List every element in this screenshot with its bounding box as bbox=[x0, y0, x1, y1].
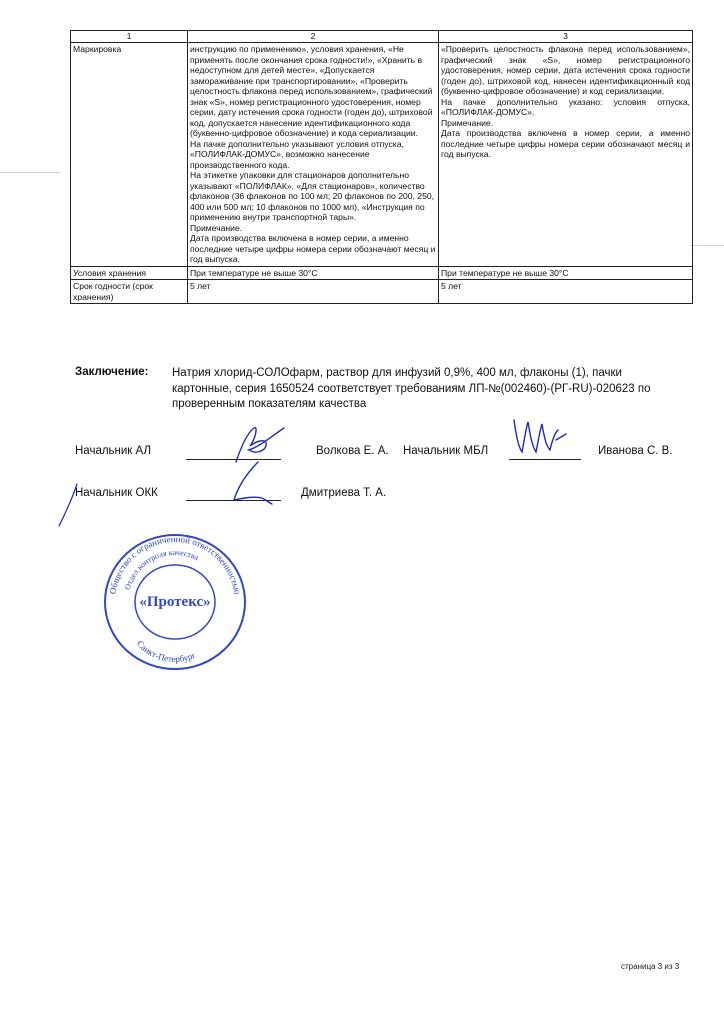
row-result: 5 лет bbox=[439, 280, 693, 304]
signature-title-mbl: Начальник МБЛ bbox=[403, 445, 489, 457]
table-header-row bbox=[71, 31, 693, 43]
row-requirement: 5 лет bbox=[188, 280, 439, 304]
handwritten-signature-mbl bbox=[510, 412, 570, 462]
row-result bbox=[439, 43, 693, 267]
header-cell-3: 3 bbox=[439, 31, 693, 43]
requirement-paragraph: На пачке дополнительно указывают условия отпуска, «ПОЛИФЛАК-ДОМУС», возможно нанесение производственного кода. bbox=[190, 138, 404, 170]
specification-table bbox=[70, 30, 693, 304]
signature-title-al: Начальник АЛ bbox=[75, 445, 152, 457]
stamp-outer-text: Общество с ограниченной ответственностью bbox=[107, 533, 243, 596]
result-paragraph: Дата производства включена в номер серии, а именно последние четыре цифры номера серии обозначают месяц и год выпуска. bbox=[441, 128, 690, 159]
requirement-paragraph: На этикетке упаковки для стационаров дополнительно указывают «ПОЛИФЛАК», «Для стационаров», количество флаконов (36 флаконов по 100 мл; 20 флаконов по 200, 250, 400 или 500 мл; 10 флаконов по 1000 мл), «Инструкция по применению внутри транспортной тары». bbox=[190, 170, 435, 222]
stamp-center-text: «Протекс» bbox=[139, 594, 211, 610]
conclusion-label: Заключение: bbox=[75, 366, 149, 378]
conclusion-text: Натрия хлорид-СОЛОфарм, раствор для инфузий 0,9%, 400 мл, флаконы (1), пачки картонные, серия 1650524 соответствует требованиям ЛП-№(002460)-(РГ-RU)-020623 по проверенным показателям качества bbox=[172, 367, 651, 410]
signature-name-okk: Дмитриева Т. А. bbox=[301, 487, 387, 499]
requirement-paragraph: Примечание. bbox=[190, 222, 243, 233]
ink-stroke bbox=[55, 480, 85, 530]
signature-name-al: Волкова Е. А. bbox=[316, 445, 389, 457]
requirement-paragraph: Дата производства включена в номер серии, а именно последние четыре цифры номера серии обозначают месяц и год выпуска. bbox=[190, 233, 436, 264]
table-row-storage bbox=[71, 266, 693, 280]
page-number: страница 3 из 3 bbox=[621, 962, 680, 971]
svg-text:Санкт-Петербург bbox=[135, 638, 197, 664]
header-cell-2: 2 bbox=[188, 31, 439, 43]
row-param: Условия хранения bbox=[71, 266, 188, 280]
header-cell-1: 1 bbox=[71, 31, 188, 43]
row-result: При температуре не выше 30°С bbox=[439, 266, 693, 280]
row-requirement: При температуре не выше 30°С bbox=[188, 266, 439, 280]
signature-name-mbl: Иванова С. В. bbox=[598, 445, 673, 457]
stamp-inner-text: Отдел контроля качества bbox=[122, 547, 201, 591]
stamp-bottom-text: Санкт-Петербург bbox=[134, 638, 198, 665]
scan-artifact bbox=[0, 172, 60, 173]
handwritten-signature-okk bbox=[228, 458, 278, 510]
result-paragraph: «Проверить целостность флакона перед использованием», графический знак «S», номер регистрационного удостоверения, номер серии, дата истечения срока годности (годен до), штриховой код, нанесен идентификационный код (буквенно-цифровое обозначение) и код сериализации. bbox=[441, 44, 690, 96]
scan-artifact bbox=[690, 245, 724, 246]
requirement-paragraph: инструкцию по применению», условия хранения, «Не применять после окончания срока годности!», «Хранить в недоступном для детей месте», «Допускается замораживание при транспортировании», «Проверить целостность флакона перед использованием», графический знак «S», номер регистрационного удостоверения, номер серии, дату истечения срока годности (годен до), штриховой код, допускается нанесение идентификационного кода (буквенно-цифровое обозначение) и кода сериализации. bbox=[190, 44, 433, 138]
result-paragraph: Примечание. bbox=[441, 117, 494, 128]
row-requirement bbox=[188, 43, 439, 267]
signature-title-okk: Начальник ОКК bbox=[75, 487, 158, 499]
result-paragraph: На пачке дополнительно указано: условия отпуска, «ПОЛИФЛАК-ДОМУС». bbox=[441, 96, 690, 117]
table-row-marking bbox=[71, 43, 693, 267]
row-param: Маркировка bbox=[71, 43, 188, 267]
company-stamp bbox=[100, 532, 250, 672]
table-row-shelf-life bbox=[71, 280, 693, 304]
row-param: Срок годности (срок хранения) bbox=[71, 280, 188, 304]
